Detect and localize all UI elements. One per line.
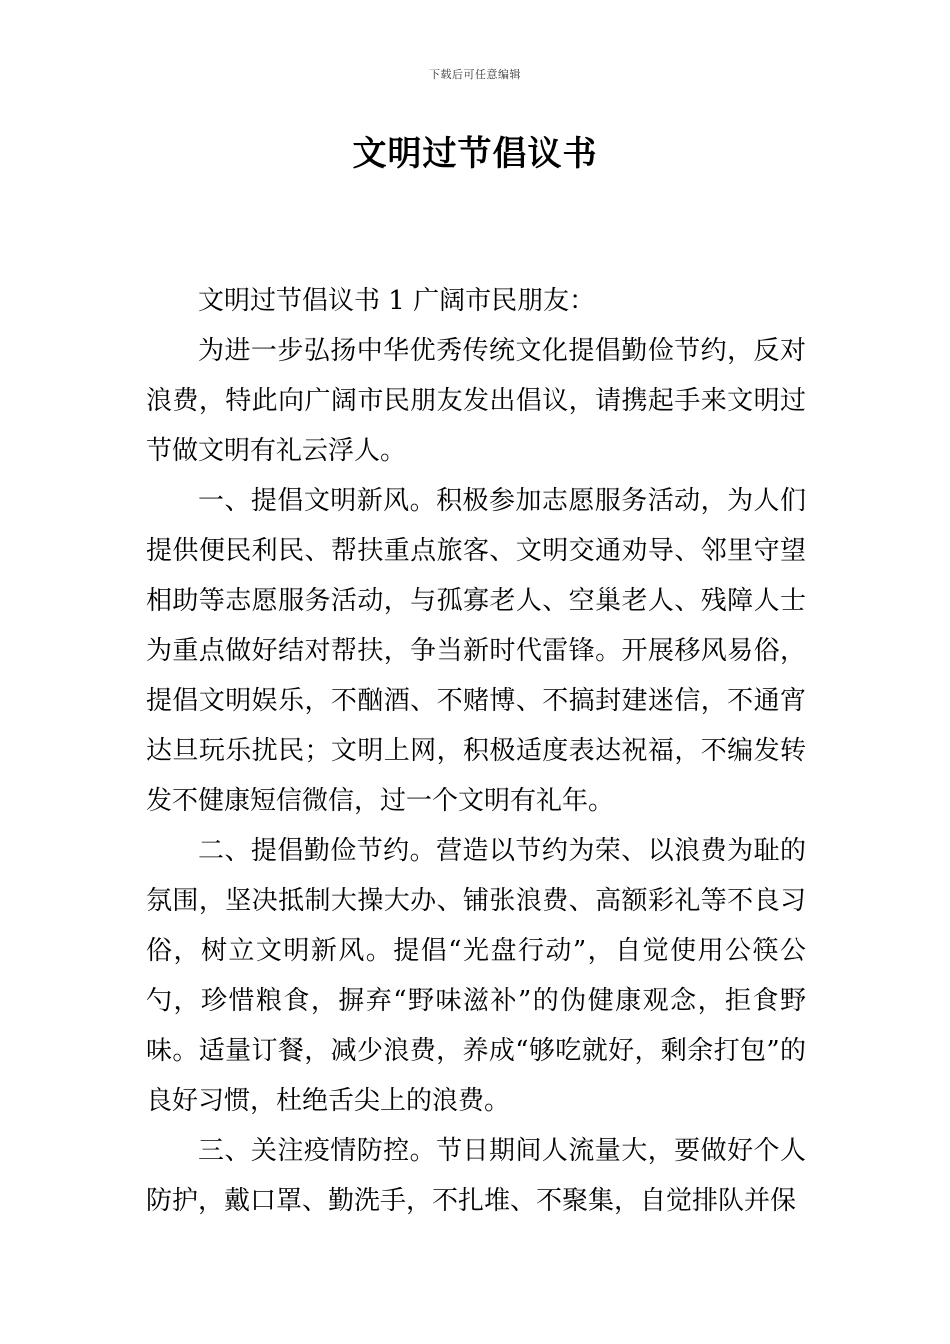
paragraph-item-2: 二、提倡勤俭节约。营造以节约为荣、以浪费为耻的氛围，坚决抵制大操大办、铺张浪费、高额彩礼等不良习俗，树立文明新风。提倡“光盘行动”，自觉使用公筷公勺，珍惜粮食，摒弃“野味滋补”的伪健康观念，拒食野味。适量订餐，减少浪费，养成“够吃就好，剩余打包”的良好习惯，杜绝舌尖上的浪费。 xyxy=(146,836,806,1116)
header-note: 下载后可任意编辑 xyxy=(429,68,521,81)
paragraph-item-1: 一、提倡文明新风。积极参加志愿服务活动，为人们提供便民利民、帮扶重点旅客、文明交通劝导、邻里守望相助等志愿服务活动，与孤寡老人、空巢老人、残障人士为重点做好结对帮扶，争当新时代雷锋。开展移风易俗，提倡文明娱乐，不酗酒、不赌博、不搞封建迷信，不通宵达旦玩乐扰民；文明上网，积极适度表达祝福，不编发转发不健康短信微信，过一个文明有礼年。 xyxy=(146,486,806,816)
paragraph-salutation: 文明过节倡议书 1 广阔市民朋友： xyxy=(198,286,596,316)
paragraph-item-3: 三、关注疫情防控。节日期间人流量大，要做好个人防护，戴口罩、勤洗手，不扎堆、不聚集，自觉排队并保 xyxy=(146,1136,806,1216)
paragraph-intro: 为进一步弘扬中华优秀传统文化提倡勤俭节约，反对浪费，特此向广阔市民朋友发出倡议，请携起手来文明过节做文明有礼云浮人。 xyxy=(146,336,806,466)
document-body xyxy=(146,276,806,1226)
document-title: 文明过节倡议书 xyxy=(352,134,598,174)
